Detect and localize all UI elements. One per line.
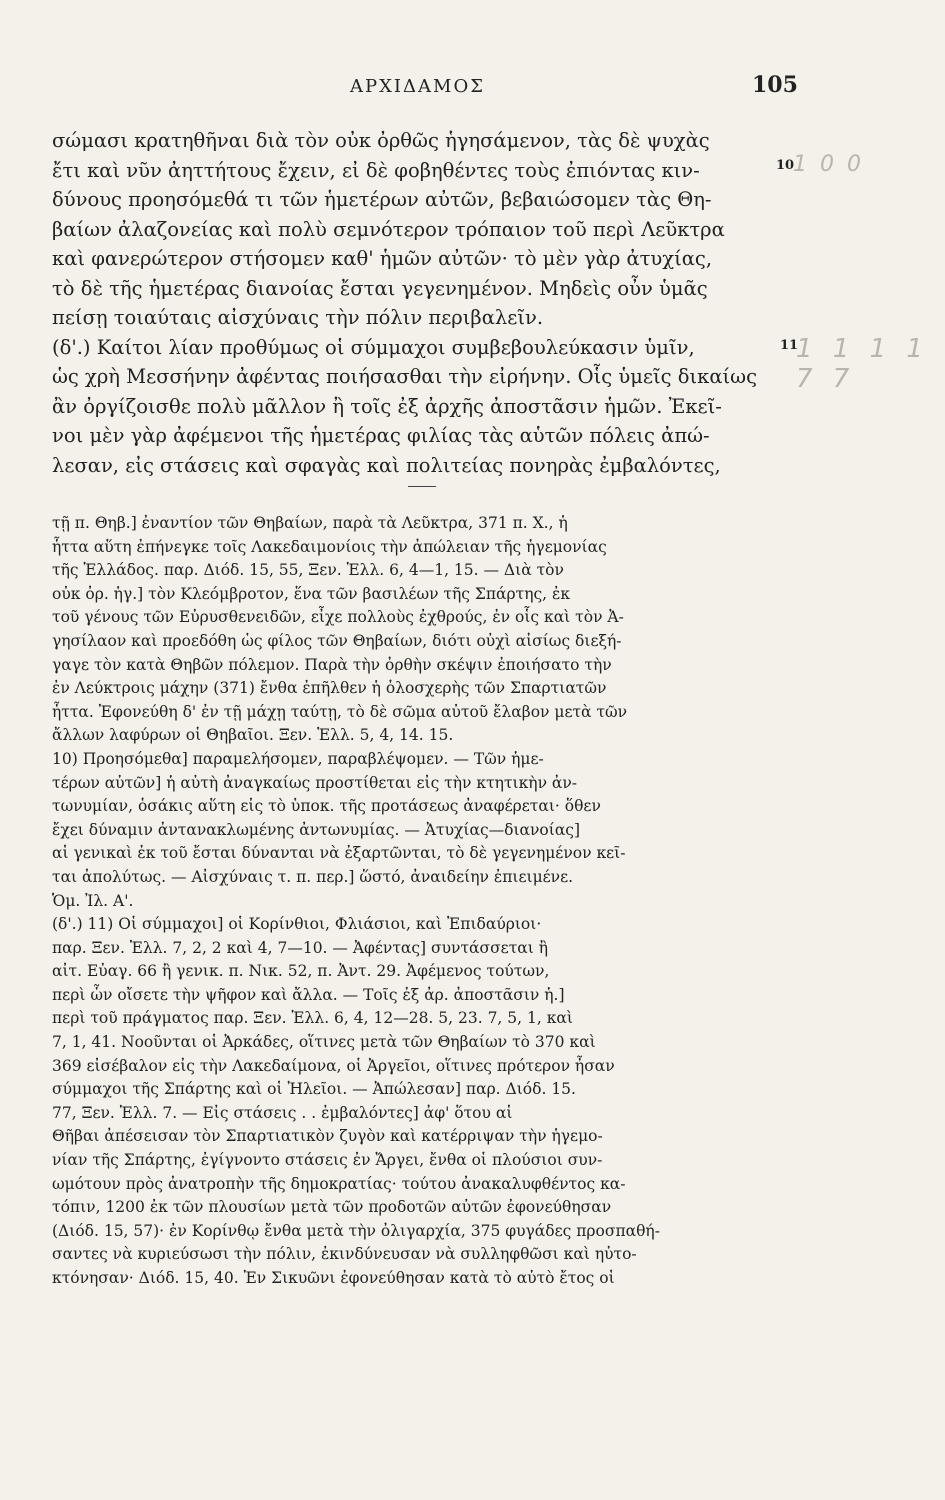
- note-line: (Διόδ. 15, 57)· ἐν Κορίνθῳ ἔνθα μετὰ τὴν ὀλιγαρχία, 375 φυγάδες προσπαθή-: [52, 1221, 660, 1240]
- text-line: πείσῃ τοιαύταις αἰσχύναις τὴν πόλιν περιβαλεῖν.: [52, 306, 544, 329]
- text-line: τὸ δὲ τῆς ἡμετέρας διανοίας ἔσται γεγενημένον. Μηδεὶς οὖν ὑμᾶς: [52, 276, 708, 300]
- running-head: ΑΡΧΙΔΑΜΟΣ: [350, 76, 485, 97]
- text-line: βαίων ἀλαζονείας καὶ πολὺ σεμνότερον τρόπαιον τοῦ περὶ Λεῦκτρα: [52, 217, 725, 241]
- note-line: τῇ π. Θηβ.] ἐναντίον τῶν Θηβαίων, παρὰ τὰ Λεῦκτρα, 371 π. Χ., ἡ: [52, 514, 568, 532]
- note-line: τωνυμίαν, ὁσάκις αὕτη εἰς τὸ ὑποκ. τῆς προτάσεως ἀναφέρεται· ὅθεν: [52, 797, 601, 816]
- note-line: περὶ ὧν οἴσετε τὴν ψῆφον καὶ ἄλλα. — Τοῖς ἐξ ἀρ. ἀποστᾶσιν ἡ.]: [52, 985, 565, 1004]
- note-line: ἐν Λεύκτροις μάχην (371) ἔνθα ἐπῆλθεν ἡ ὁλοσχερὴς τῶν Σπαρτιατῶν: [52, 679, 607, 698]
- note-line: τῆς Ἑλλάδος. παρ. Διόδ. 15, 55, Ξεν. Ἑλλ. 6, 4—1, 15. — Διὰ τὸν: [52, 561, 564, 580]
- note-line: τόπιν, 1200 ἐκ τῶν πλουσίων μετὰ τῶν προδοτῶν αὐτῶν ἐφονεύθησαν: [52, 1198, 612, 1217]
- note-line: 10) Προησόμεθα] παραμελήσομεν, παραβλέψομεν. — Τῶν ἡμε-: [52, 749, 544, 768]
- main-text-block: [52, 126, 764, 480]
- text-line: νοι μὲν γὰρ ἀφέμενοι τῆς ἡμετέρας φιλίας τὰς αὑτῶν πόλεις ἀπώ-: [52, 424, 710, 447]
- note-line: 7, 1, 41. Νοοῦνται οἱ Ἀρκάδες, οἵτινες μετὰ τῶν Θηβαίων τὸ 370 καὶ: [52, 1033, 596, 1052]
- page-number: 105: [752, 72, 798, 98]
- note-line: ἧττα αὕτη ἐπήνεγκε τοῖς Λακεδαιμονίοις τὴν ἀπώλειαν τῆς ἡγεμονίας: [52, 537, 607, 556]
- note-line: ωμότουν πρὸς ἀνατροπὴν τῆς δημοκρατίας· τούτου ἀνακαλυφθέντος κα-: [52, 1174, 626, 1193]
- note-line: οὐκ ὀρ. ἡγ.] τὸν Κλεόμβροτον, ἕνα τῶν βασιλέων τῆς Σπάρτης, ἐκ: [52, 584, 571, 603]
- text-line: σώμασι κρατηθῆναι διὰ τὸν οὐκ ὀρθῶς ἡγησάμενον, τὰς δὲ ψυχὰς: [52, 129, 710, 152]
- note-line: 77, Ξεν. Ἑλλ. 7. — Εἰς στάσεις . . ἐμβαλόντες] ἀφ' ὅτου αἱ: [52, 1103, 513, 1122]
- text-line: ἔτι καὶ νῦν ἀηττήτους ἔχειν, εἰ δὲ φοβηθέντες τοὺς ἐπιόντας κιν-: [52, 158, 700, 182]
- note-line: (δ'.) 11) Οἱ σύμμαχοι] οἱ Κορίνθιοι, Φλιάσιοι, καὶ Ἐπιδαύριοι·: [52, 915, 542, 934]
- note-line: κτόνησαν· Διόδ. 15, 40. Ἐν Σικυῶνι ἐφονεύθησαν κατὰ τὸ αὐτὸ ἔτος οἱ: [52, 1269, 615, 1287]
- note-line: τοῦ γένους τῶν Εὐρυσθενειδῶν, εἶχε πολλοὺς ἐχθρούς, ἐν οἷς καὶ τὸν Ἀ-: [52, 608, 624, 627]
- note-line: σαντες νὰ κυριεύσωσι τὴν πόλιν, ἐκινδύνευσαν νὰ συλληφθῶσι καὶ ηὐτο-: [52, 1245, 637, 1264]
- note-line: ἔχει δύναμιν ἀντανακλωμένης ἀντωνυμίας. — Ἀτυχίας—διανοίας]: [52, 820, 581, 839]
- section-divider: [408, 486, 436, 487]
- note-line: 369 εἰσέβαλον εἰς τὴν Λακεδαίμονα, οἱ Ἀργεῖοι, οἵτινες πρότερον ἦσαν: [52, 1056, 615, 1075]
- note-line: αἰτ. Εὐαγ. 66 ἢ γενικ. π. Νικ. 52, π. Ἀντ. 29. Ἀφέμενος τούτων,: [52, 962, 550, 981]
- margin-line-number-11: 11: [780, 338, 799, 353]
- note-line: παρ. Ξεν. Ἑλλ. 7, 2, 2 καὶ 4, 7—10. — Ἀφέντας] συντάσσεται ἢ: [52, 938, 549, 957]
- note-line: γαγε τὸν κατὰ Θηβῶν πόλεμον. Παρὰ τὴν ὀρθὴν σκέψιν ἐποιήσατο τὴν: [52, 655, 612, 674]
- note-line: νίαν τῆς Σπάρτης, ἐγίγνοντο στάσεις ἐν Ἄργει, ἔνθα οἱ πλούσιοι συν-: [52, 1151, 603, 1170]
- note-line: ἄλλων λαφύρων οἱ Θηβαῖοι. Ξεν. Ἑλλ. 5, 4, 14. 15.: [52, 726, 454, 745]
- pencil-marginal-mark: 1 1 1 1 7 7: [796, 334, 929, 394]
- pencil-marginal-mark: 1 0 0: [793, 152, 864, 177]
- text-line: δύνους προησόμεθά τι τῶν ἡμετέρων αὐτῶν, βεβαιώσομεν τὰς Θη-: [52, 188, 712, 211]
- page-header: [50, 72, 798, 102]
- note-line: αἱ γενικαὶ ἐκ τοῦ ἔσται δύνανται νὰ ἐξαρτῶνται, τὸ δὲ γεγενημένον κεῖ-: [52, 844, 626, 863]
- text-line: (δ'.) Καίτοι λίαν προθύμως οἱ σύμμαχοι συμβεβουλεύκασιν ὑμῖν,: [52, 335, 695, 359]
- note-line: σύμμαχοι τῆς Σπάρτης καὶ οἱ Ἠλεῖοι. — Ἀπώλεσαν] παρ. Διόδ. 15.: [52, 1080, 576, 1099]
- text-line: ἂν ὀργίζοισθε πολὺ μᾶλλον ἢ τοῖς ἐξ ἀρχῆς ἀποστᾶσιν ἡμῶν. Ἐκεῖ-: [52, 394, 722, 418]
- note-line: περὶ τοῦ πράγματος παρ. Ξεν. Ἑλλ. 6, 4, 12—28. 5, 23. 7, 5, 1, καὶ: [52, 1009, 573, 1028]
- note-line: Θῆβαι ἀπέσεισαν τὸν Σπαρτιατικὸν ζυγὸν καὶ κατέρριψαν τὴν ἡγεμο-: [52, 1127, 603, 1146]
- text-line: λεσαν, εἰς στάσεις καὶ σφαγὰς καὶ πολιτείας πονηρὰς ἐμβαλόντες,: [52, 453, 721, 477]
- note-line: τέρων αὐτῶν] ἡ αὐτὴ ἀναγκαίως προστίθεται εἰς τὴν κτητικὴν ἀν-: [52, 773, 578, 792]
- note-line: ται ἀπολύτως. — Αἰσχύναις τ. π. περ.] ὥστό, ἀναιδείην ἐπιειμένε.: [52, 867, 574, 886]
- text-line: καὶ φανερώτερον στήσομεν καθ' ἡμῶν αὐτῶν· τὸ μὲν γὰρ ἀτυχίας,: [52, 247, 713, 270]
- margin-line-number-10: 10: [776, 158, 795, 173]
- note-line: γησίλαον καὶ προεδόθη ὡς φίλος τῶν Θηβαίων, διότι οὐχὶ αἰσίως διεξή-: [52, 631, 622, 650]
- text-line: ὡς χρὴ Μεσσήνην ἀφέντας ποιήσασθαι τὴν εἰρήνην. Οἷς ὑμεῖς δικαίως: [52, 365, 757, 388]
- footnotes-block: [52, 512, 766, 1291]
- note-line: ἧττα. Ἐφονεύθη δ' ἐν τῇ μάχῃ ταύτῃ, τὸ δὲ σῶμα αὐτοῦ ἔλαβον μετὰ τῶν: [52, 702, 628, 721]
- note-line: Ὁμ. Ἰλ. Α'.: [52, 891, 134, 910]
